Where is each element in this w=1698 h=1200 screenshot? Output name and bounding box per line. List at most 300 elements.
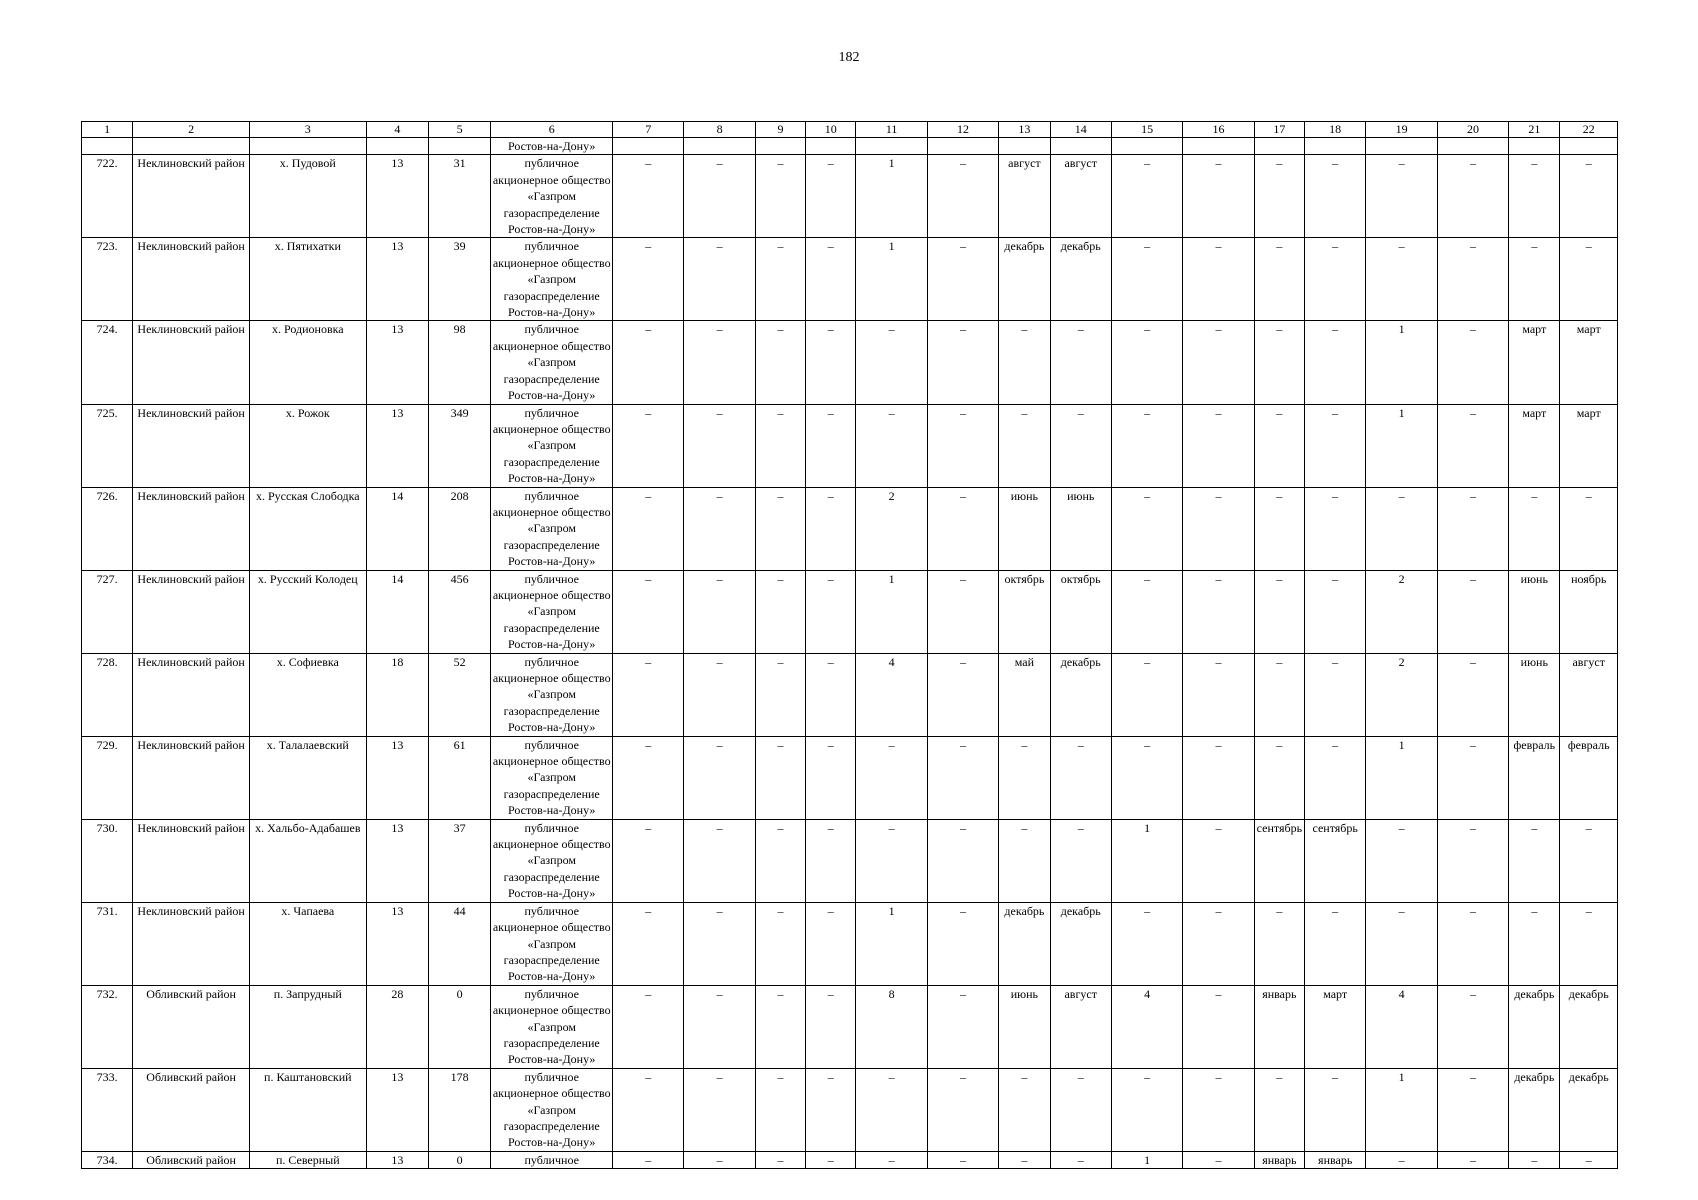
row-number: 723. xyxy=(82,238,133,321)
settlement-cell: п. Запрудный xyxy=(249,985,366,1068)
month-cell: – xyxy=(1254,653,1304,736)
column-number-header: 16 xyxy=(1183,122,1254,138)
cont-cell xyxy=(999,138,1050,155)
month-cell: – xyxy=(1509,1151,1560,1168)
value-cell: – xyxy=(684,1068,755,1151)
row-number: 724. xyxy=(82,321,133,404)
month-cell: – xyxy=(999,819,1050,902)
value-cell: – xyxy=(856,736,927,819)
value-cell: 13 xyxy=(366,736,428,819)
month-cell: – xyxy=(1509,155,1560,238)
organization-cell: публичное акционерное общество «Газпром газораспределение Ростов-на-Дону» xyxy=(492,654,611,735)
organization-cell: публичное акционерное общество «Газпром газораспределение Ростов-на-Дону» xyxy=(492,986,611,1067)
district-cell: Неклиновский район xyxy=(133,819,250,902)
value-cell: – xyxy=(1437,736,1508,819)
value-cell: – xyxy=(1111,902,1182,985)
value-cell: – xyxy=(613,902,684,985)
cont-cell xyxy=(856,138,927,155)
value-cell: – xyxy=(927,487,998,570)
value-cell: – xyxy=(927,570,998,653)
month-cell: декабрь xyxy=(1050,653,1111,736)
value-cell: – xyxy=(856,321,927,404)
month-cell: – xyxy=(1254,487,1304,570)
value-cell: – xyxy=(1437,487,1508,570)
value-cell: – xyxy=(1111,487,1182,570)
cont-cell xyxy=(613,138,684,155)
column-number-header: 17 xyxy=(1254,122,1304,138)
table-row xyxy=(82,570,1618,653)
column-number-header: 9 xyxy=(755,122,805,138)
value-cell: – xyxy=(1183,653,1254,736)
value-cell: 1 xyxy=(1111,1151,1182,1168)
cont-cell xyxy=(684,138,755,155)
district-cell: Неклиновский район xyxy=(133,321,250,404)
month-cell: – xyxy=(1560,238,1618,321)
row-number: 730. xyxy=(82,819,133,902)
organization-cell: публичное xyxy=(491,1151,613,1168)
value-cell: – xyxy=(806,819,856,902)
value-cell: 14 xyxy=(366,570,428,653)
value-cell: – xyxy=(613,1151,684,1168)
cont-cell xyxy=(366,138,428,155)
organization-cell: публичное акционерное общество «Газпром газораспределение Ростов-на-Дону» xyxy=(492,405,611,486)
month-cell: декабрь xyxy=(1050,238,1111,321)
value-cell: 13 xyxy=(366,902,428,985)
month-cell: – xyxy=(999,321,1050,404)
value-cell: – xyxy=(806,487,856,570)
district-cell: Неклиновский район xyxy=(133,653,250,736)
month-cell: декабрь xyxy=(1509,985,1560,1068)
table-row xyxy=(82,238,1618,321)
column-number-header: 1 xyxy=(82,122,133,138)
value-cell: – xyxy=(755,238,805,321)
table-row xyxy=(82,736,1618,819)
month-cell: август xyxy=(1050,155,1111,238)
column-number-header: 6 xyxy=(491,122,613,138)
value-cell: – xyxy=(927,321,998,404)
value-cell: 13 xyxy=(366,1151,428,1168)
value-cell: – xyxy=(856,404,927,487)
table-row xyxy=(82,902,1618,985)
month-cell: декабрь xyxy=(999,238,1050,321)
organization-cell: публичное акционерное общество «Газпром газораспределение Ростов-на-Дону» xyxy=(492,156,611,237)
value-cell: – xyxy=(1366,238,1437,321)
district-cell: Обливский район xyxy=(133,1151,250,1168)
column-number-header: 18 xyxy=(1305,122,1366,138)
table-row xyxy=(82,321,1618,404)
cont-cell xyxy=(1050,138,1111,155)
value-cell: 2 xyxy=(1366,653,1437,736)
value-cell: – xyxy=(806,653,856,736)
month-cell: – xyxy=(999,1068,1050,1151)
value-cell: – xyxy=(1437,985,1508,1068)
organization-cell: публичное акционерное общество «Газпром газораспределение Ростов-на-Дону» xyxy=(492,322,611,403)
column-number-header: 21 xyxy=(1509,122,1560,138)
value-cell: – xyxy=(1183,1068,1254,1151)
column-number-header: 13 xyxy=(999,122,1050,138)
value-cell: – xyxy=(1183,1151,1254,1168)
cont-cell xyxy=(1437,138,1508,155)
cont-cell xyxy=(927,138,998,155)
value-cell: 8 xyxy=(856,985,927,1068)
value-cell: 1 xyxy=(1366,321,1437,404)
value-cell: – xyxy=(1111,238,1182,321)
value-cell: – xyxy=(684,238,755,321)
month-cell: август xyxy=(999,155,1050,238)
value-cell: – xyxy=(1183,238,1254,321)
column-number-header: 7 xyxy=(613,122,684,138)
district-cell: Неклиновский район xyxy=(133,902,250,985)
month-cell: – xyxy=(1254,321,1304,404)
value-cell: 0 xyxy=(429,985,491,1068)
value-cell: – xyxy=(613,653,684,736)
value-cell: – xyxy=(613,985,684,1068)
table-row xyxy=(82,653,1618,736)
month-cell: март xyxy=(1560,404,1618,487)
value-cell: 1 xyxy=(1366,404,1437,487)
month-cell: декабрь xyxy=(1560,1068,1618,1151)
value-cell: 1 xyxy=(856,238,927,321)
table-row xyxy=(82,404,1618,487)
month-cell: март xyxy=(1509,321,1560,404)
value-cell: – xyxy=(755,653,805,736)
value-cell: – xyxy=(1111,570,1182,653)
value-cell: – xyxy=(927,653,998,736)
value-cell: – xyxy=(684,155,755,238)
value-cell: 13 xyxy=(366,819,428,902)
month-cell: – xyxy=(1305,570,1366,653)
value-cell: – xyxy=(1183,404,1254,487)
value-cell: – xyxy=(927,1068,998,1151)
cont-cell xyxy=(1509,138,1560,155)
value-cell: 52 xyxy=(429,653,491,736)
district-cell: Неклиновский район xyxy=(133,487,250,570)
value-cell: 1 xyxy=(856,570,927,653)
value-cell: 37 xyxy=(429,819,491,902)
value-cell: 14 xyxy=(366,487,428,570)
page-number: 182 xyxy=(838,50,860,65)
month-cell: ноябрь xyxy=(1560,570,1618,653)
month-cell: – xyxy=(1509,487,1560,570)
cont-cell xyxy=(806,138,856,155)
value-cell: – xyxy=(927,736,998,819)
table-row xyxy=(82,1068,1618,1151)
value-cell: – xyxy=(1437,653,1508,736)
month-cell: – xyxy=(1050,736,1111,819)
month-cell: – xyxy=(1305,902,1366,985)
value-cell: – xyxy=(684,653,755,736)
month-cell: – xyxy=(1560,819,1618,902)
value-cell: 1 xyxy=(1366,1068,1437,1151)
value-cell: – xyxy=(806,404,856,487)
settlement-cell: х. Рожок xyxy=(249,404,366,487)
month-cell: – xyxy=(1254,238,1304,321)
gasification-table xyxy=(81,121,1618,1169)
value-cell: – xyxy=(856,1151,927,1168)
value-cell: – xyxy=(755,819,805,902)
value-cell: 178 xyxy=(429,1068,491,1151)
month-cell: – xyxy=(1305,404,1366,487)
table-row xyxy=(82,819,1618,902)
cont-cell xyxy=(1254,138,1304,155)
cont-org-cell: Ростов-на-Дону» xyxy=(491,138,613,155)
month-cell: – xyxy=(1050,819,1111,902)
value-cell: – xyxy=(1437,570,1508,653)
month-cell: январь xyxy=(1305,1151,1366,1168)
value-cell: 208 xyxy=(429,487,491,570)
value-cell: – xyxy=(684,487,755,570)
value-cell: – xyxy=(806,1068,856,1151)
value-cell: – xyxy=(755,404,805,487)
month-cell: октябрь xyxy=(1050,570,1111,653)
month-cell: – xyxy=(1050,404,1111,487)
organization-cell: публичное акционерное общество «Газпром газораспределение Ростов-на-Дону» xyxy=(492,903,611,984)
row-number: 725. xyxy=(82,404,133,487)
continuation-row xyxy=(82,138,1618,155)
value-cell: – xyxy=(1111,1068,1182,1151)
table-row xyxy=(82,487,1618,570)
value-cell: – xyxy=(1183,570,1254,653)
value-cell: – xyxy=(755,1068,805,1151)
organization-cell: публичное акционерное общество «Газпром газораспределение Ростов-на-Дону» xyxy=(492,820,611,901)
month-cell: декабрь xyxy=(1560,985,1618,1068)
month-cell: – xyxy=(1560,155,1618,238)
settlement-cell: х. Родионовка xyxy=(249,321,366,404)
value-cell: – xyxy=(927,902,998,985)
settlement-cell: х. Талалаевский xyxy=(249,736,366,819)
value-cell: – xyxy=(1366,902,1437,985)
value-cell: 13 xyxy=(366,404,428,487)
district-cell: Неклиновский район xyxy=(133,155,250,238)
value-cell: – xyxy=(684,321,755,404)
value-cell: 4 xyxy=(1366,985,1437,1068)
organization-cell: публичное акционерное общество «Газпром газораспределение Ростов-на-Дону» xyxy=(492,571,611,652)
month-cell: январь xyxy=(1254,1151,1304,1168)
district-cell: Обливский район xyxy=(133,985,250,1068)
value-cell: – xyxy=(1111,653,1182,736)
organization-cell: публичное акционерное общество «Газпром газораспределение Ростов-на-Дону» xyxy=(492,1069,611,1150)
settlement-cell: х. Чапаева xyxy=(249,902,366,985)
cont-cell xyxy=(82,138,133,155)
month-cell: декабрь xyxy=(1050,902,1111,985)
month-cell: август xyxy=(1560,653,1618,736)
settlement-cell: х. Хальбо-Адабашев xyxy=(249,819,366,902)
month-cell: март xyxy=(1509,404,1560,487)
value-cell: 0 xyxy=(429,1151,491,1168)
value-cell: – xyxy=(1437,238,1508,321)
value-cell: – xyxy=(927,819,998,902)
value-cell: – xyxy=(1111,404,1182,487)
value-cell: 349 xyxy=(429,404,491,487)
month-cell: – xyxy=(1509,902,1560,985)
value-cell: – xyxy=(1437,321,1508,404)
column-number-header: 11 xyxy=(856,122,927,138)
value-cell: – xyxy=(613,155,684,238)
value-cell: 44 xyxy=(429,902,491,985)
value-cell: – xyxy=(613,570,684,653)
month-cell: март xyxy=(1560,321,1618,404)
district-cell: Обливский район xyxy=(133,1068,250,1151)
column-number-header: 20 xyxy=(1437,122,1508,138)
month-cell: август xyxy=(1050,985,1111,1068)
cont-cell xyxy=(1111,138,1182,155)
month-cell: – xyxy=(1254,404,1304,487)
column-number-header: 12 xyxy=(927,122,998,138)
value-cell: – xyxy=(1366,155,1437,238)
organization-cell: публичное акционерное общество «Газпром газораспределение Ростов-на-Дону» xyxy=(492,488,611,569)
month-cell: сентябрь xyxy=(1254,819,1304,902)
value-cell: – xyxy=(755,985,805,1068)
settlement-cell: х. Пудовой xyxy=(249,155,366,238)
month-cell: – xyxy=(1254,155,1304,238)
month-cell: июнь xyxy=(1509,570,1560,653)
value-cell: – xyxy=(1183,487,1254,570)
row-number: 729. xyxy=(82,736,133,819)
column-number-header: 5 xyxy=(429,122,491,138)
settlement-cell: х. Пятихатки xyxy=(249,238,366,321)
value-cell: 4 xyxy=(1111,985,1182,1068)
value-cell: – xyxy=(856,1068,927,1151)
month-cell: июнь xyxy=(1050,487,1111,570)
month-cell: февраль xyxy=(1509,736,1560,819)
month-cell: декабрь xyxy=(1509,1068,1560,1151)
value-cell: – xyxy=(927,1151,998,1168)
column-number-header: 22 xyxy=(1560,122,1618,138)
column-number-header: 3 xyxy=(249,122,366,138)
value-cell: 98 xyxy=(429,321,491,404)
value-cell: – xyxy=(613,487,684,570)
cont-cell xyxy=(1305,138,1366,155)
table-row xyxy=(82,155,1618,238)
district-cell: Неклиновский район xyxy=(133,570,250,653)
cont-cell xyxy=(1366,138,1437,155)
month-cell: – xyxy=(1560,487,1618,570)
value-cell: – xyxy=(755,487,805,570)
month-cell: – xyxy=(1305,238,1366,321)
organization-cell: публичное акционерное общество «Газпром газораспределение Ростов-на-Дону» xyxy=(492,737,611,818)
value-cell: – xyxy=(927,155,998,238)
cont-cell xyxy=(755,138,805,155)
month-cell: сентябрь xyxy=(1305,819,1366,902)
value-cell: 2 xyxy=(1366,570,1437,653)
value-cell: – xyxy=(1366,819,1437,902)
value-cell: 1 xyxy=(856,902,927,985)
cont-cell xyxy=(429,138,491,155)
value-cell: – xyxy=(806,736,856,819)
value-cell: – xyxy=(806,238,856,321)
month-cell: – xyxy=(1560,902,1618,985)
row-number: 728. xyxy=(82,653,133,736)
value-cell: – xyxy=(927,238,998,321)
value-cell: 61 xyxy=(429,736,491,819)
month-cell: – xyxy=(1254,570,1304,653)
value-cell: – xyxy=(755,155,805,238)
month-cell: июнь xyxy=(1509,653,1560,736)
district-cell: Неклиновский район xyxy=(133,404,250,487)
month-cell: июнь xyxy=(999,985,1050,1068)
value-cell: – xyxy=(806,570,856,653)
value-cell: – xyxy=(755,736,805,819)
value-cell: – xyxy=(684,819,755,902)
value-cell: – xyxy=(1183,819,1254,902)
cont-cell xyxy=(133,138,250,155)
table-row xyxy=(82,1151,1618,1168)
value-cell: – xyxy=(755,321,805,404)
month-cell: – xyxy=(999,404,1050,487)
month-cell: – xyxy=(1305,155,1366,238)
month-cell: декабрь xyxy=(999,902,1050,985)
settlement-cell: х. Русский Колодец xyxy=(249,570,366,653)
value-cell: – xyxy=(1183,321,1254,404)
value-cell: – xyxy=(1366,1151,1437,1168)
month-cell: – xyxy=(999,1151,1050,1168)
value-cell: 18 xyxy=(366,653,428,736)
month-cell: февраль xyxy=(1560,736,1618,819)
value-cell: – xyxy=(1183,902,1254,985)
month-cell: – xyxy=(999,736,1050,819)
settlement-cell: п. Каштановский xyxy=(249,1068,366,1151)
column-number-header: 15 xyxy=(1111,122,1182,138)
month-cell: январь xyxy=(1254,985,1304,1068)
value-cell: 13 xyxy=(366,238,428,321)
row-number: 731. xyxy=(82,902,133,985)
value-cell: – xyxy=(613,736,684,819)
column-number-header: 10 xyxy=(806,122,856,138)
value-cell: – xyxy=(1366,487,1437,570)
table-row xyxy=(82,985,1618,1068)
value-cell: – xyxy=(613,321,684,404)
value-cell: – xyxy=(755,570,805,653)
month-cell: – xyxy=(1254,902,1304,985)
row-number: 732. xyxy=(82,985,133,1068)
value-cell: – xyxy=(684,570,755,653)
value-cell: – xyxy=(1111,321,1182,404)
value-cell: – xyxy=(1111,155,1182,238)
value-cell: – xyxy=(806,902,856,985)
value-cell: 31 xyxy=(429,155,491,238)
month-cell: – xyxy=(1509,819,1560,902)
value-cell: – xyxy=(1437,155,1508,238)
value-cell: – xyxy=(684,902,755,985)
value-cell: – xyxy=(1437,404,1508,487)
value-cell: – xyxy=(684,736,755,819)
month-cell: – xyxy=(1254,1068,1304,1151)
value-cell: – xyxy=(684,404,755,487)
row-number: 722. xyxy=(82,155,133,238)
value-cell: 1 xyxy=(856,155,927,238)
column-number-header: 2 xyxy=(133,122,250,138)
column-number-header: 8 xyxy=(684,122,755,138)
value-cell: 2 xyxy=(856,487,927,570)
value-cell: – xyxy=(1183,736,1254,819)
row-number: 733. xyxy=(82,1068,133,1151)
value-cell: – xyxy=(927,404,998,487)
value-cell: – xyxy=(1437,902,1508,985)
column-number-header: 19 xyxy=(1366,122,1437,138)
month-cell: – xyxy=(1050,1151,1111,1168)
row-number: 734. xyxy=(82,1151,133,1168)
month-cell: март xyxy=(1305,985,1366,1068)
month-cell: октябрь xyxy=(999,570,1050,653)
month-cell: – xyxy=(1305,736,1366,819)
value-cell: – xyxy=(927,985,998,1068)
value-cell: 13 xyxy=(366,1068,428,1151)
month-cell: июнь xyxy=(999,487,1050,570)
value-cell: 1 xyxy=(1111,819,1182,902)
value-cell: – xyxy=(1183,985,1254,1068)
cont-cell xyxy=(1560,138,1618,155)
district-cell: Неклиновский район xyxy=(133,238,250,321)
